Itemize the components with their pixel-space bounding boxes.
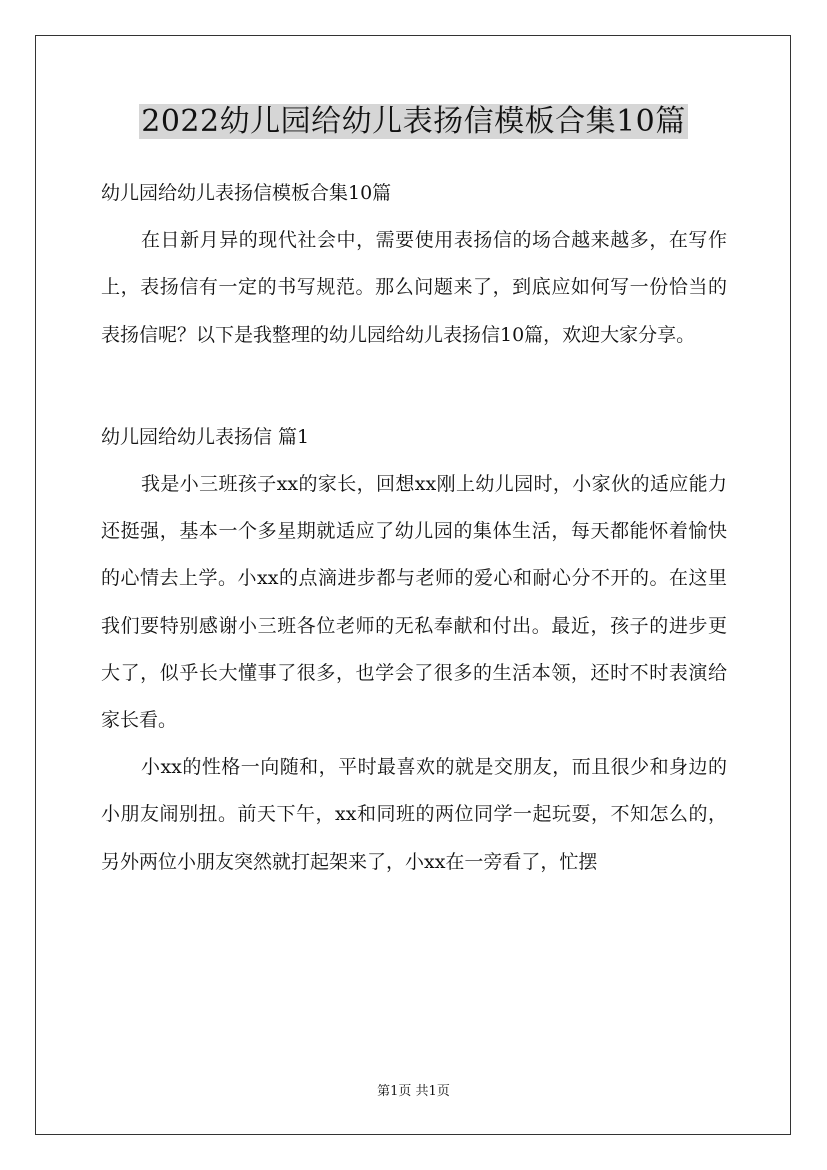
intro-paragraph: 在日新月异的现代社会中，需要使用表扬信的场合越来越多，在写作上，表扬信有一定的书写规范。那么问题来了，到底应如何写一份恰当的表扬信呢？以下是我整理的幼儿园给幼儿表扬信10篇，欢迎大家分享。: [101, 229, 727, 346]
document-title-heading: [0, 101, 827, 143]
body-paragraph-1: 我是小三班孩子xx的家长，回想xx刚上幼儿园时，小家伙的适应能力还挺强，基本一个多星期就适应了幼儿园的集体生活，每天都能怀着愉快的心情去上学。小xx的点滴进步都与老师的爱心和耐心分不开的。在这里我们要特别感谢小三班各位老师的无私奉献和付出。最近，孩子的进步更大了，似乎长大懂事了很多，也学会了很多的生活本领，还时不时表演给家长看。: [101, 473, 727, 732]
document-title: 2022幼儿园给幼儿表扬信模板合集10篇: [141, 104, 686, 139]
document-body: [101, 170, 727, 886]
body-paragraph-2: 小xx的性格一向随和，平时最喜欢的就是交朋友，而且很少和身边的小朋友闹别扭。前天下午，xx和同班的两位同学一起玩耍，不知怎么的，另外两位小朋友突然就打起架来了，小xx在一旁看了，忙摆: [101, 756, 727, 873]
subtitle-paragraph: 幼儿园给幼儿表扬信模板合集10篇: [101, 182, 392, 204]
page-number-footer: 第1页 共1页: [377, 1084, 450, 1099]
section-heading-1: 幼儿园给幼儿表扬信 篇1: [101, 425, 310, 448]
